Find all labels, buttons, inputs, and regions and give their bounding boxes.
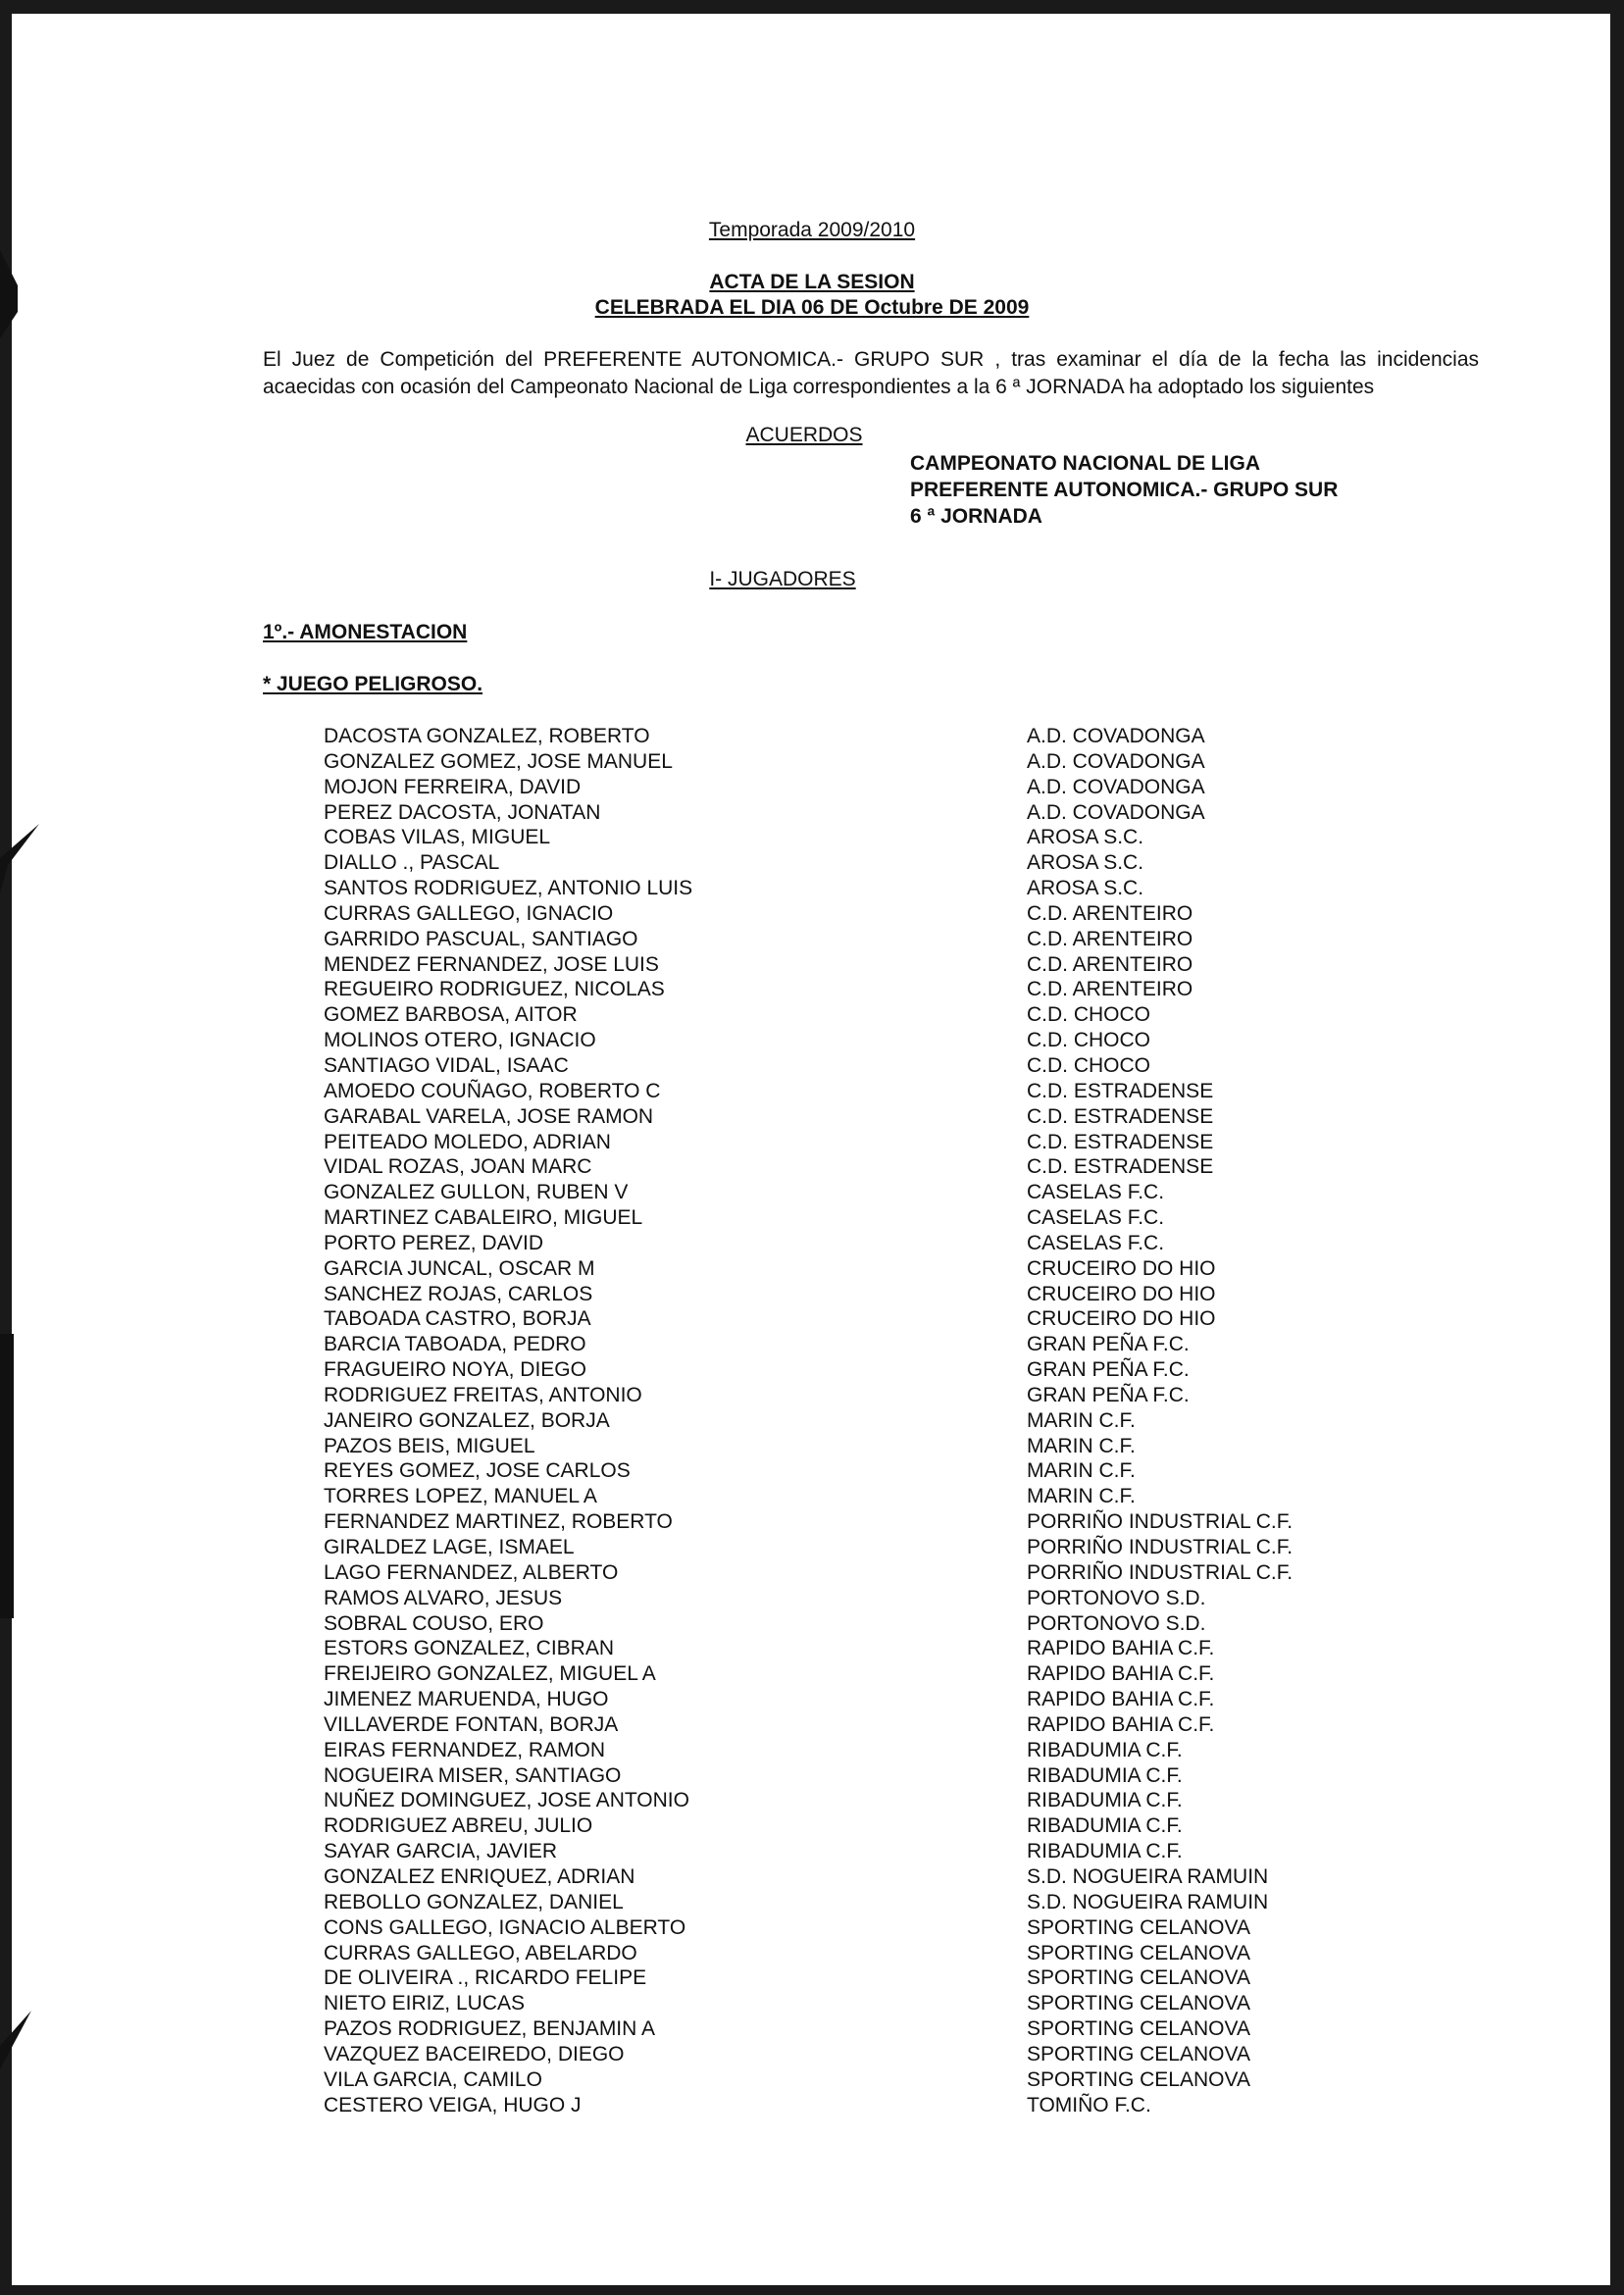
- player-club: PORRIÑO INDUSTRIAL C.F.: [1027, 1560, 1294, 1584]
- player-name: BARCIA TABOADA, PEDRO: [324, 1333, 586, 1356]
- player-name: LAGO FERNANDEZ, ALBERTO: [324, 1560, 619, 1584]
- player-name: MOJON FERREIRA, DAVID: [324, 775, 582, 798]
- list-item: [0, 1839, 1624, 1864]
- player-club: SPORTING CELANOVA: [1027, 2017, 1250, 2041]
- player-name: FREIJEIRO GONZALEZ, MIGUEL A: [324, 1662, 656, 1686]
- list-item: [0, 1813, 1624, 1839]
- player-name: CONS GALLEGO, IGNACIO ALBERTO: [324, 1915, 686, 1939]
- player-name: GIRALDEZ LAGE, ISMAEL: [324, 1536, 575, 1558]
- list-item: [0, 2016, 1624, 2042]
- list-item: [0, 1079, 1624, 1104]
- player-club: C.D. ARENTEIRO: [1027, 952, 1193, 976]
- player-club: SPORTING CELANOVA: [1027, 2042, 1250, 2066]
- player-club: CASELAS F.C.: [1027, 1231, 1165, 1254]
- list-item: [0, 1586, 1624, 1611]
- player-name: REYES GOMEZ, JOSE CARLOS: [324, 1459, 631, 1483]
- player-club: CASELAS F.C.: [1027, 1181, 1165, 1204]
- player-name: SANCHEZ ROJAS, CARLOS: [324, 1282, 593, 1305]
- player-club: RIBADUMIA C.F.: [1027, 1814, 1183, 1838]
- list-item: [0, 1941, 1624, 1966]
- player-name: REBOLLO GONZALEZ, DANIEL: [324, 1890, 624, 1913]
- list-item: [0, 850, 1624, 876]
- player-name: TABOADA CASTRO, BORJA: [324, 1307, 591, 1331]
- player-club: C.D. ESTRADENSE: [1027, 1079, 1214, 1102]
- season-title: Temporada 2009/2010: [708, 219, 916, 241]
- player-name: GOMEZ BARBOSA, AITOR: [324, 1003, 578, 1027]
- player-club: RAPIDO BAHIA C.F.: [1027, 1662, 1215, 1686]
- player-club: C.D. ARENTEIRO: [1027, 901, 1193, 925]
- section-title: I- JUGADORES: [709, 568, 856, 590]
- list-item: [0, 1560, 1624, 1586]
- player-club: PORTONOVO S.D.: [1027, 1611, 1206, 1635]
- list-item: [0, 1535, 1624, 1560]
- category-title: * JUEGO PELIGROSO.: [263, 673, 483, 695]
- player-club: GRAN PEÑA F.C.: [1027, 1333, 1190, 1356]
- list-item: [0, 901, 1624, 927]
- player-name: CURRAS GALLEGO, IGNACIO: [324, 901, 614, 925]
- player-club: A.D. COVADONGA: [1027, 725, 1205, 747]
- player-name: DE OLIVEIRA ., RICARDO FELIPE: [324, 1966, 647, 1990]
- player-name: FRAGUEIRO NOYA, DIEGO: [324, 1358, 586, 1382]
- list-item: [0, 977, 1624, 1002]
- player-club: A.D. COVADONGA: [1027, 775, 1205, 798]
- player-name: GARCIA JUNCAL, OSCAR M: [324, 1256, 595, 1280]
- list-item: [0, 2093, 1624, 2118]
- player-name: VILLAVERDE FONTAN, BORJA: [324, 1712, 619, 1736]
- player-club: SPORTING CELANOVA: [1027, 1992, 1250, 2015]
- list-item: [0, 1408, 1624, 1434]
- player-club: AROSA S.C.: [1027, 851, 1144, 875]
- player-club: AROSA S.C.: [1027, 826, 1144, 849]
- player-club: TOMIÑO F.C.: [1027, 2093, 1151, 2116]
- player-name: NOGUEIRA MISER, SANTIAGO: [324, 1763, 622, 1787]
- player-club: RIBADUMIA C.F.: [1027, 1738, 1183, 1761]
- list-item: [0, 2067, 1624, 2093]
- player-club: A.D. COVADONGA: [1027, 749, 1205, 773]
- competition-block: [910, 450, 1338, 530]
- player-name: PEREZ DACOSTA, JONATAN: [324, 800, 601, 824]
- player-club: CASELAS F.C.: [1027, 1206, 1165, 1230]
- player-name: SAYAR GARCIA, JAVIER: [324, 1840, 558, 1863]
- player-club: RIBADUMIA C.F.: [1027, 1840, 1183, 1863]
- player-club: RIBADUMIA C.F.: [1027, 1789, 1183, 1812]
- list-item: [0, 1002, 1624, 1028]
- list-item: [0, 1864, 1624, 1890]
- player-club: PORRIÑO INDUSTRIAL C.F.: [1027, 1510, 1294, 1534]
- player-club: C.D. CHOCO: [1027, 1029, 1150, 1052]
- list-item: [0, 1763, 1624, 1789]
- player-club: C.D. CHOCO: [1027, 1003, 1150, 1027]
- player-club: RAPIDO BAHIA C.F.: [1027, 1712, 1215, 1736]
- acta-title: ACTA DE LA SESION: [709, 271, 915, 293]
- player-name: VILA GARCIA, CAMILO: [324, 2067, 542, 2091]
- player-name: PAZOS RODRIGUEZ, BENJAMIN A: [324, 2017, 655, 2041]
- player-club: MARIN C.F.: [1027, 1485, 1136, 1508]
- player-club: PORTONOVO S.D.: [1027, 1586, 1206, 1609]
- player-club: CRUCEIRO DO HIO: [1027, 1256, 1216, 1280]
- player-club: MARIN C.F.: [1027, 1408, 1136, 1432]
- player-name: MOLINOS OTERO, IGNACIO: [324, 1029, 596, 1052]
- list-item: [0, 1028, 1624, 1053]
- player-name: AMOEDO COUÑAGO, ROBERTO C: [324, 1079, 661, 1102]
- player-club: GRAN PEÑA F.C.: [1027, 1358, 1190, 1382]
- list-item: [0, 1306, 1624, 1332]
- player-club: C.D. ESTRADENSE: [1027, 1155, 1214, 1179]
- player-name: COBAS VILAS, MIGUEL: [324, 826, 551, 849]
- player-name: NUÑEZ DOMINGUEZ, JOSE ANTONIO: [324, 1789, 689, 1812]
- player-name: VAZQUEZ BACEIREDO, DIEGO: [324, 2042, 625, 2066]
- competition-line-3: 6 ª JORNADA: [910, 505, 1042, 528]
- player-club: C.D. ARENTEIRO: [1027, 927, 1193, 950]
- player-club: SPORTING CELANOVA: [1027, 2067, 1250, 2091]
- player-name: DACOSTA GONZALEZ, ROBERTO: [324, 725, 650, 747]
- player-name: GARRIDO PASCUAL, SANTIAGO: [324, 927, 638, 950]
- list-item: [0, 1205, 1624, 1231]
- player-name: ESTORS GONZALEZ, CIBRAN: [324, 1637, 614, 1660]
- list-item: [0, 1154, 1624, 1180]
- list-item: [0, 749, 1624, 775]
- player-name: FERNANDEZ MARTINEZ, ROBERTO: [324, 1510, 673, 1534]
- player-club: A.D. COVADONGA: [1027, 800, 1205, 824]
- list-item: [0, 1256, 1624, 1282]
- player-name: REGUEIRO RODRIGUEZ, NICOLAS: [324, 978, 665, 1001]
- player-name: DIALLO ., PASCAL: [324, 851, 500, 875]
- player-name: JIMENEZ MARUENDA, HUGO: [324, 1688, 609, 1711]
- player-club: S.D. NOGUEIRA RAMUIN: [1027, 1890, 1269, 1913]
- list-item: [0, 1484, 1624, 1509]
- list-item: [0, 1712, 1624, 1738]
- player-club: PORRIÑO INDUSTRIAL C.F.: [1027, 1536, 1294, 1558]
- player-name: CURRAS GALLEGO, ABELARDO: [324, 1941, 637, 1964]
- acta-date: CELEBRADA EL DIA 06 DE Octubre DE 2009: [594, 296, 1030, 319]
- player-club: S.D. NOGUEIRA RAMUIN: [1027, 1864, 1269, 1888]
- player-club: C.D. ARENTEIRO: [1027, 978, 1193, 1001]
- player-club: C.D. CHOCO: [1027, 1053, 1150, 1077]
- list-item: [0, 876, 1624, 901]
- list-item: [0, 1509, 1624, 1535]
- competition-line-1: CAMPEONATO NACIONAL DE LIGA: [910, 452, 1261, 475]
- player-club: AROSA S.C.: [1027, 877, 1144, 900]
- list-item: [0, 1738, 1624, 1763]
- list-item: [0, 1231, 1624, 1256]
- player-name: GONZALEZ GULLON, RUBEN V: [324, 1181, 629, 1204]
- player-club: RAPIDO BAHIA C.F.: [1027, 1637, 1215, 1660]
- player-name: CESTERO VEIGA, HUGO J: [324, 2093, 582, 2116]
- player-club: SPORTING CELANOVA: [1027, 1941, 1250, 1964]
- list-item: [0, 800, 1624, 826]
- player-club: RIBADUMIA C.F.: [1027, 1763, 1183, 1787]
- player-club: C.D. ESTRADENSE: [1027, 1130, 1214, 1153]
- list-item: [0, 1180, 1624, 1205]
- player-name: RAMOS ALVARO, JESUS: [324, 1586, 563, 1609]
- player-club: SPORTING CELANOVA: [1027, 1915, 1250, 1939]
- player-name: TORRES LOPEZ, MANUEL A: [324, 1485, 597, 1508]
- player-name: SANTOS RODRIGUEZ, ANTONIO LUIS: [324, 877, 693, 900]
- player-name: NIETO EIRIZ, LUCAS: [324, 1992, 525, 2015]
- player-club: MARIN C.F.: [1027, 1459, 1136, 1483]
- player-name: GONZALEZ GOMEZ, JOSE MANUEL: [324, 749, 673, 773]
- list-item: [0, 1915, 1624, 1941]
- player-club: C.D. ESTRADENSE: [1027, 1104, 1214, 1128]
- player-name: MARTINEZ CABALEIRO, MIGUEL: [324, 1206, 643, 1230]
- player-club: MARIN C.F.: [1027, 1434, 1136, 1457]
- list-item: [0, 1383, 1624, 1408]
- player-name: GARABAL VARELA, JOSE RAMON: [324, 1104, 654, 1128]
- list-item: [0, 1661, 1624, 1687]
- list-item: [0, 927, 1624, 952]
- list-item: [0, 1053, 1624, 1079]
- player-club: CRUCEIRO DO HIO: [1027, 1307, 1216, 1331]
- player-club: SPORTING CELANOVA: [1027, 1966, 1250, 1990]
- list-item: [0, 1890, 1624, 1915]
- list-item: [0, 1130, 1624, 1155]
- player-name: PORTO PEREZ, DAVID: [324, 1231, 544, 1254]
- list-item: [0, 952, 1624, 978]
- list-item: [0, 1788, 1624, 1813]
- acuerdos-heading: ACUERDOS: [745, 424, 863, 446]
- list-item: [0, 1434, 1624, 1459]
- player-club: RAPIDO BAHIA C.F.: [1027, 1688, 1215, 1711]
- intro-paragraph: El Juez de Competición del PREFERENTE AUTONOMICA.- GRUPO SUR , tras examinar el día de la fecha las incidencias acaecidas con ocasión del Campeonato Nacional de Liga correspondientes a la 6 ª JORNADA ha adoptado los siguientes: [263, 348, 1479, 398]
- list-item: [0, 1104, 1624, 1130]
- player-name: SOBRAL COUSO, ERO: [324, 1611, 544, 1635]
- player-name: SANTIAGO VIDAL, ISAAC: [324, 1053, 569, 1077]
- list-item: [0, 1611, 1624, 1637]
- player-name: VIDAL ROZAS, JOAN MARC: [324, 1155, 592, 1179]
- list-item: [0, 825, 1624, 850]
- list-item: [0, 1458, 1624, 1484]
- list-item: [0, 724, 1624, 749]
- player-club: GRAN PEÑA F.C.: [1027, 1383, 1190, 1406]
- player-name: RODRIGUEZ FREITAS, ANTONIO: [324, 1383, 642, 1406]
- list-item: [0, 2042, 1624, 2067]
- player-name: EIRAS FERNANDEZ, RAMON: [324, 1738, 606, 1761]
- player-name: PAZOS BEIS, MIGUEL: [324, 1434, 535, 1457]
- list-item: [0, 1991, 1624, 2016]
- list-item: [0, 775, 1624, 800]
- list-item: [0, 1357, 1624, 1383]
- player-list: [0, 724, 1624, 2117]
- competition-line-2: PREFERENTE AUTONOMICA.- GRUPO SUR: [910, 479, 1339, 501]
- player-name: RODRIGUEZ ABREU, JULIO: [324, 1814, 593, 1838]
- list-item: [0, 1332, 1624, 1357]
- player-club: CRUCEIRO DO HIO: [1027, 1282, 1216, 1305]
- list-item: [0, 1282, 1624, 1307]
- list-item: [0, 1965, 1624, 1991]
- player-name: GONZALEZ ENRIQUEZ, ADRIAN: [324, 1864, 635, 1888]
- list-item: [0, 1687, 1624, 1712]
- player-name: MENDEZ FERNANDEZ, JOSE LUIS: [324, 952, 659, 976]
- list-item: [0, 1636, 1624, 1661]
- player-name: PEITEADO MOLEDO, ADRIAN: [324, 1130, 611, 1153]
- player-name: JANEIRO GONZALEZ, BORJA: [324, 1408, 610, 1432]
- subsection-title: 1º.- AMONESTACION: [263, 621, 468, 643]
